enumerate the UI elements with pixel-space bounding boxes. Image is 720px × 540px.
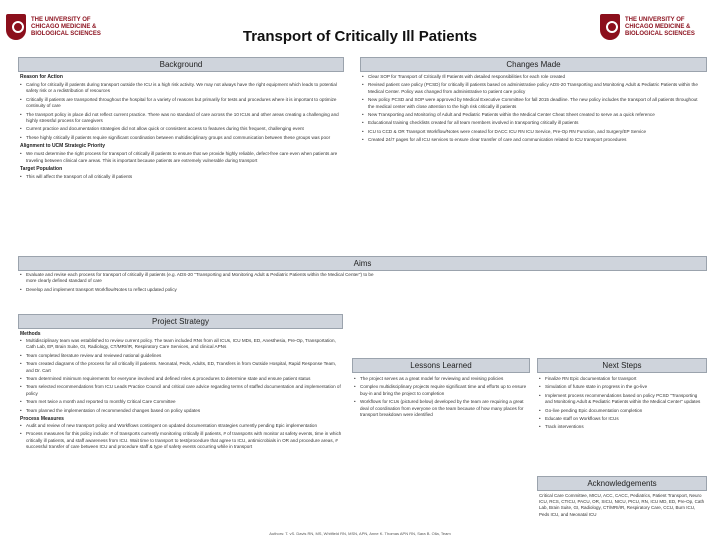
list-item: • Implement process recommendations based on policy PCSD "Transporting and Monitoring Adult & Pediatric Patients within the Medical Center" updates (539, 393, 705, 406)
aims-heading: Aims (18, 256, 707, 271)
list-item: • Educational training checklists created for all team members involved in transporting critically ill patients (362, 120, 704, 126)
list-item: • ICU to CCD & OR Transport Workflow/Notes were created for DACC ICU RN ICU Service, Pre-Op RN Function, and Surgery/EP Service (362, 129, 704, 135)
list-item: • The project serves as a great model for reviewing and revising policies (354, 376, 529, 382)
list-item: • Created 24/7 pages for all ICU services to ensure clear transfer of care and communication related to ICU transport procedures (362, 137, 704, 143)
list-item: • Educate staff on Workflows for ICUs (539, 416, 705, 422)
next-steps-section (539, 376, 705, 433)
methods-label: Methods (20, 331, 41, 337)
changes-heading: Changes Made (360, 57, 707, 72)
authors-footer: Authors: T. vS. Davis RN, MS, Whitfield RN, MSN, APN, Anne K. Thomas APN RN, Sara B. Olla, Team (269, 531, 451, 536)
list-item: • Develop and implement transport Workflow/Notes to reflect updated policy (20, 287, 380, 293)
list-item: • We must determine the right process for transport of critically ill patients to ensure that we provide highly reliable, defect-free care even when patients are traveling between clinical care areas. This is important because patients are extremely vulnerable during transport (20, 151, 342, 164)
list-item: • These highly critically ill patients require significant coordination between multidisciplinary groups and communication between these groups was poor (20, 135, 342, 141)
strategy-section (20, 331, 342, 453)
changes-section (362, 74, 704, 146)
list-item: • Simulation of future state in progress in the go-live (539, 384, 705, 390)
process-label: Process Measures (20, 416, 64, 423)
page-title: Transport of Critically Ill Patients (242, 28, 478, 45)
logo-right: THE UNIVERSITY OF CHICAGO MEDICINE & BIOLOGICAL SCIENCES (600, 6, 710, 48)
lessons-section (354, 376, 529, 420)
aims-section (20, 272, 380, 295)
list-item: • Clear SOP for Transport of Critically Ill Patients with detailed responsibilities for each role created (362, 74, 704, 80)
list-item: • Team determined minimum requirements for everyone involved and defined roles & procedures to determine state and ensure patient status (20, 376, 342, 382)
acknowledgements-heading: Acknowledgements (537, 476, 707, 491)
list-item: • Critically ill patients are transported throughout the hospital for a variety of reasons but primarily for tests and procedures where it is important to optimize continuity of care (20, 97, 342, 110)
list-item: • New policy PCSD and SOP were approved by Medical Executive Committee for fall 2015 deadline. The new policy includes the transport of all patients throughout the medical center with close attention to the high risk critically ill patients (362, 97, 704, 110)
next-steps-heading: Next Steps (537, 358, 707, 373)
list-item: • Evaluate and revise each process for transport of critically ill patients (e.g. ADS-20 "Transporting and Monitoring Adult & Pediatric Patients within the Medical Center") to be more clearly defined standard of care (20, 272, 380, 285)
list-item: • Finalize RN Epic documentation for transport (539, 376, 705, 382)
acknowledgements-text: Critical Care Committee, MICU, ACC, CACC, Pediatrics, Patient Transport, Neuro ICU, RCS, CTICU, PACU, OR, SICU, NICU, PICU, RN, ICU MD, ED, Pre-Op, Cath Lab, Brain Suite, GI, Radiology, CT/MRI/IR, Respiratory Care, CCU, Burn ICU, Peds ICU, and Neonatal ICU (539, 493, 705, 517)
list-item: • This will affect the transport of all critically ill patients (20, 174, 342, 180)
list-item: • Team completed literature review and reviewed national guidelines (20, 353, 342, 359)
list-item: • Team planned the implementation of recommended changes based on policy updates (20, 408, 342, 414)
list-item: • Caring for critically ill patients during transport outside the ICU is a high risk activity. We may not always have the right equipment which leads to potential safety risk or a redistribution of resources (20, 82, 342, 95)
target-label: Target Population (20, 166, 63, 173)
alignment-label: Alignment to UCM Strategic Priority (20, 143, 106, 150)
list-item: • Team selected recommendations from ICU Leads Practice Council and critical care advice regarding terms of staffed documentation and implementation of policy (20, 384, 342, 397)
list-item: • Multidisciplinary team was established to review current policy. The team included RNs from all ICUs, ICU MDs, ED, Anesthesia, Pre-Op, Transportation, Cath Lab, EP, Brain Suite, GI, Radiology, CT/MRI/IR, Respiratory Care Services, and clinical APNs (20, 338, 342, 351)
strategy-heading: Project Strategy (18, 314, 343, 329)
background-heading: Background (18, 57, 344, 72)
lessons-heading: Lessons Learned (352, 358, 530, 373)
list-item: • The transport policy in place did not reflect current practice. There was no standard of care across the 10 ICUs and other areas creating a challenging and highly stressful process for caregivers (20, 112, 342, 125)
list-item: • Workflows for ICUs (pictured below) developed by the team are requiring a great deal of coordination from everyone on the team because of how many places for transport breakdown were identified (354, 399, 529, 418)
list-item: • Process measures for this policy include: # of transports currently monitoring critically ill patients, # of transports with monitor at safety events, time in which critically ill patients, and staff awareness from ICU. Wait time to transport to test/procedure that agree to ICU, antimicrobials in OR and procedure areas, # successful transfer of care between ICU and procedure staff & type of safety events occurring while in transport (20, 431, 342, 450)
list-item: • Go-live pending Epic documentation completion (539, 408, 705, 414)
list-item: • Track interventions (539, 424, 705, 430)
reason-label: Reason for Action (20, 74, 63, 80)
list-item: • Current practice and documentation strategies did not allow quick or consistent access to features during this frequent, challenging event (20, 126, 342, 132)
list-item: • New Transporting and Monitoring of Adult and Pediatric Patients within the Medical Center Cheat Sheet created to serve as a quick reference (362, 112, 704, 118)
logo-left: THE UNIVERSITY OF CHICAGO MEDICINE & BIOLOGICAL SCIENCES (6, 6, 116, 48)
list-item: • Team met twice a month and reported to monthly Critical Care Committee (20, 399, 342, 405)
list-item: • Complex multidisciplinary projects require significant time and efforts up to ensure buy-in and bring the project to completion (354, 384, 529, 397)
background-section (20, 74, 342, 182)
list-item: • Team created diagrams of the process for all critically ill patients. Neonatal, Peds, Adults, ED, Transfers in from Outside Hospital, Rapid Response Team, and Dr. Cart (20, 361, 342, 374)
list-item: • Revised patient care policy (PCSD) for critically ill patients based on administrative policy ADS-20 Transporting and Monitoring Adult & Pediatric Patients within the Medical Center. Policy was changed from administrative to patient care policy (362, 82, 704, 95)
list-item: • Audit and review of new transport policy and Workflows contingent on updated documentation strategies currently pending Epic implementation (20, 423, 342, 429)
